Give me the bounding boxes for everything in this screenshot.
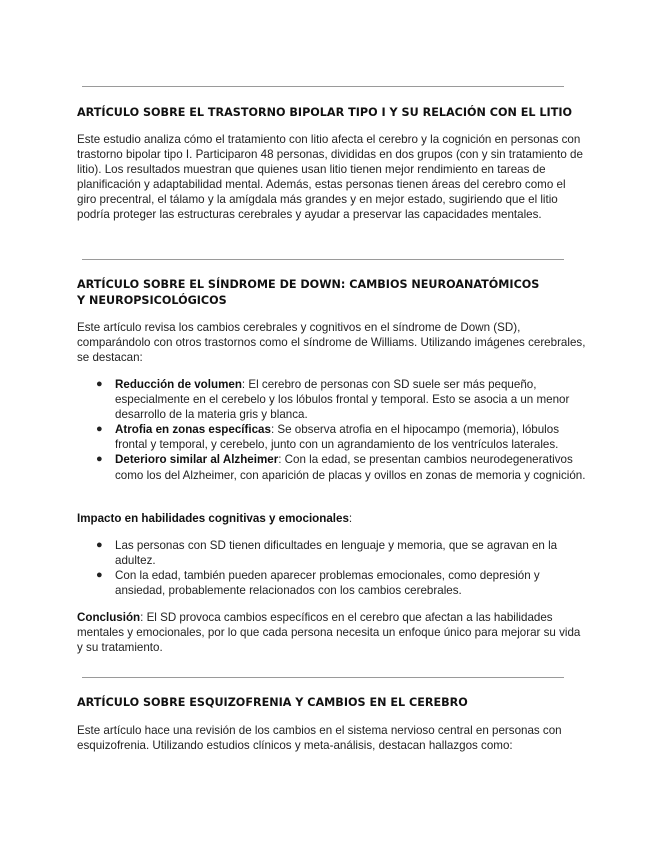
divider-2 — [82, 259, 564, 260]
bullet-icon: ● — [96, 378, 103, 390]
section-1-heading: ARTÍCULO SOBRE EL TRASTORNO BIPOLAR TIPO I Y SU RELACIÓN CON EL LITIO — [77, 106, 573, 119]
divider-1 — [82, 86, 564, 87]
bullet-icon: ● — [96, 423, 103, 436]
impact-bullet-text: Con la edad, también pueden aparecer problemas emocionales, como depresión y ansiedad, probablemente relacionados con los cambios cerebrales. — [115, 569, 540, 598]
bullet-text: : El cerebro de personas con SD suele ser más pequeño, especialmente en el cerebelo y los lóbulos frontal y temporal. Esto se asocia a un menor desarrollo de la materia gris y blanca. — [115, 378, 570, 422]
bullet-text: : Con la edad, se presentan cambios neurodegenerativos como los del Alzheimer, con aparición de placas y ovillos en zonas de memoria y cognición. — [115, 453, 586, 482]
list-item — [77, 568, 587, 598]
list-item — [77, 452, 587, 482]
divider-3 — [82, 677, 564, 678]
bullet-text: : Se observa atrofia en el hipocampo (memoria), lóbulos frontal y temporal, y cerebelo, junto con un agrandamiento de los ventrículos laterales. — [115, 423, 559, 452]
section-1-body: Este estudio analiza cómo el tratamiento con litio afecta el cerebro y la cognición en personas con trastorno bipolar tipo I. Participaron 48 personas, divididas en dos grupos (con y sin tratamiento de litio). Los resultados muestran que quienes usan litio tienen mejor rendimiento en tareas de planificación y adaptabilidad mental. Además, estas personas tienen áreas del cerebro como el giro precentral, el tálamo y la amígdala más grandes y en mejor estado, sugiriendo que el litio podría proteger las estructuras cerebrales y ayudar a preservar las capacidades mentales. — [77, 133, 583, 222]
bullet-term: Reducción de volumen — [115, 378, 242, 391]
impact-label: Impacto en habilidades cognitivas y emocionales — [77, 512, 349, 525]
bullet-term: Atrofia en zonas específicas — [115, 423, 271, 437]
section-3-body: Este artículo hace una revisión de los cambios en el sistema nervioso central en personas con esquizofrenia. Utilizando estudios clínicos y meta-análisis, destacan hallazgos como: — [77, 724, 562, 753]
impact-colon: : — [348, 512, 353, 525]
list-item — [77, 377, 587, 422]
list-item — [77, 538, 587, 568]
bullet-icon: ● — [96, 539, 103, 551]
impact-heading — [77, 511, 587, 526]
section-3-heading: ARTÍCULO SOBRE ESQUIZOFRENIA Y CAMBIOS EN EL CEREBRO — [77, 696, 468, 709]
bullet-icon: ● — [96, 453, 103, 466]
conclusion-text: : El SD provoca cambios específicos en el cerebro que afectan a las habilidades mentales y emocionales, por lo que cada persona necesita un enfoque único para mejorar su vida y su tratamiento. — [77, 611, 581, 655]
section-2-intro: Este artículo revisa los cambios cerebrales y cognitivos en el síndrome de Down (SD), comparándolo con otros trastornos como el síndrome de Williams. Utilizando imágenes cerebrales, se destacan: — [77, 321, 586, 365]
bullet-term: Deterioro similar al Alzheimer — [115, 453, 279, 467]
impact-bullet-list — [77, 538, 587, 598]
conclusion-paragraph — [77, 610, 587, 655]
section-2-bullet-list — [77, 377, 587, 483]
conclusion-label: Conclusión — [77, 611, 141, 624]
bullet-icon: ● — [96, 569, 103, 582]
list-item — [77, 422, 587, 452]
section-2-heading: ARTÍCULO SOBRE EL SÍNDROME DE DOWN: CAMBIOS NEUROANATÓMICOS Y NEUROPSICOLÓGICOS — [77, 278, 540, 307]
impact-bullet-text: Las personas con SD tienen dificultades en lenguaje y memoria, que se agravan en la adultez. — [115, 539, 558, 568]
